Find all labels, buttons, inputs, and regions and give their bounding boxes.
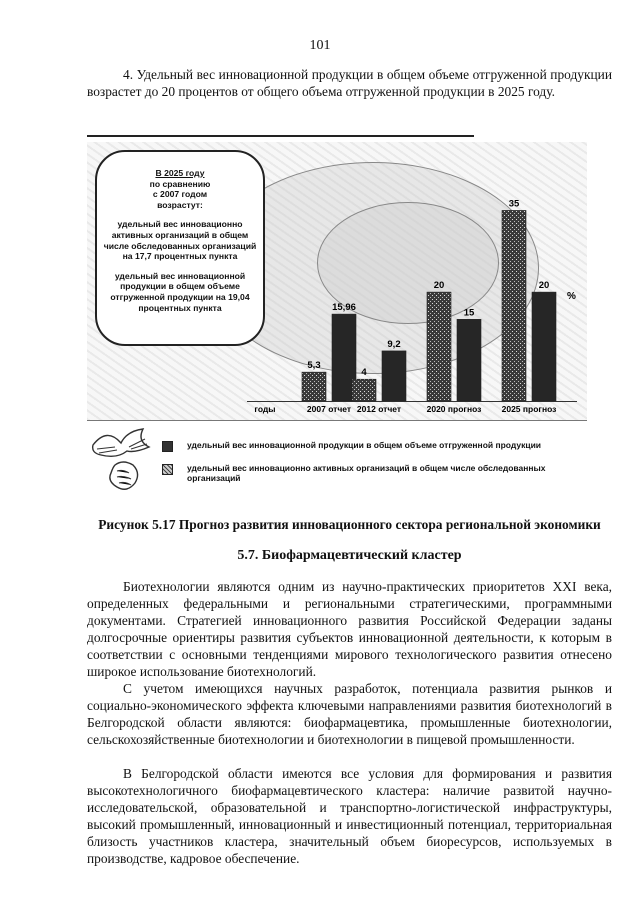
bar-value-label: 5,3	[307, 360, 321, 372]
bar-value-label: 20	[433, 280, 445, 292]
bar-active-organizations	[502, 210, 526, 401]
unit-label: %	[567, 291, 576, 302]
legend-item	[162, 463, 552, 483]
bar-innovative-products	[382, 351, 406, 401]
legend-label: удельный вес инновационной продукции в общем объеме отгруженной продукции	[187, 440, 542, 450]
info-box-line: возрастут:	[157, 199, 203, 210]
paragraph: В Белгородской области имеются все условия для формирования и развития высокотехнологичного биофармацевтического кластера: наличие развитой научно-исследовательской, образовательной и транспортно-логистической инфраструктуры, высокий промышленный, инновационный и инвестиционный потенциал, территориальная близость участников кластера, значительный объем биоресурсов, используемых в производстве, кадровое обеспечение.	[87, 766, 612, 866]
legend-swatch	[162, 464, 173, 475]
bar-value-label: 15,96	[332, 302, 356, 314]
eagle-emblem-icon	[87, 425, 159, 497]
bar-innovative-products	[532, 292, 556, 401]
x-tick-label: 2012 отчет	[356, 404, 402, 414]
info-box-line: с 2007 годом	[152, 189, 208, 200]
bar-value-label: 15	[463, 307, 475, 319]
info-box-block: удельный вес инновационной продукции в общем объеме отгруженной продукции на 19,04 процентных пункта	[110, 270, 250, 313]
legend-label: удельный вес инновационно активных организаций в общем числе обследованных организаций	[187, 463, 546, 483]
x-tick-label: 2025 прогноз	[501, 404, 557, 414]
bar-active-organizations	[302, 372, 326, 401]
divider-rule	[87, 135, 474, 137]
bar-active-organizations	[427, 292, 451, 401]
info-box-line: В 2025 году	[155, 168, 205, 178]
bar-innovative-products	[457, 319, 481, 401]
forecast-figure	[87, 142, 587, 421]
bar-value-label: 9,2	[387, 338, 401, 350]
figure-caption: Рисунок 5.17 Прогноз развития инновационного сектора региональной экономики	[98, 517, 601, 532]
x-axis-label: годы	[254, 404, 276, 414]
bar-active-organizations	[352, 379, 376, 401]
paragraph: Биотехнологии являются одним из научно-практических приоритетов XXI века, определенных федеральными и региональными стратегическими, программными документами. Стратегией инновационного развития Российской Федерации заданы долгосрочные ориентиры развития субъектов инновационной деятельности, к которым в соответствии с основными тенденциями мирового технологического развития отнесено широкое использование биотехнологий.	[87, 579, 612, 679]
bar-value-label: 35	[508, 198, 520, 210]
info-box	[95, 150, 265, 346]
chart-legend	[87, 425, 612, 505]
legend-item	[162, 440, 541, 452]
x-tick-label: 2020 прогноз	[426, 404, 482, 414]
paragraph: С учетом имеющихся научных разработок, потенциала развития рынков и социально-экономического эффекта ключевыми направлениями развития биотехнологий в Белгородской области являются: биофармацевтика, промышленные биотехнологии, сельскохозяйственные биотехнологии и биотехнологии в пищевой промышленности.	[87, 681, 612, 747]
info-box-block: удельный вес инновационно активных организаций в общем числе обследованных организаций на 17,7 процентных пункта	[103, 219, 257, 262]
legend-swatch	[162, 441, 173, 452]
bar-value-label: 4	[361, 367, 367, 379]
page-number: 101	[309, 38, 331, 53]
intro-paragraph: 4. Удельный вес инновационной продукции в общем объеме отгруженной продукции возрастет до 20 процентов от общего объема отгруженной продукции в 2025 году.	[87, 67, 612, 99]
section-heading: 5.7. Биофармацевтический кластер	[237, 548, 462, 563]
x-tick-label: 2007 отчет	[306, 404, 352, 414]
bar-value-label: 20	[538, 280, 550, 292]
info-box-line: по сравнению	[149, 178, 211, 189]
